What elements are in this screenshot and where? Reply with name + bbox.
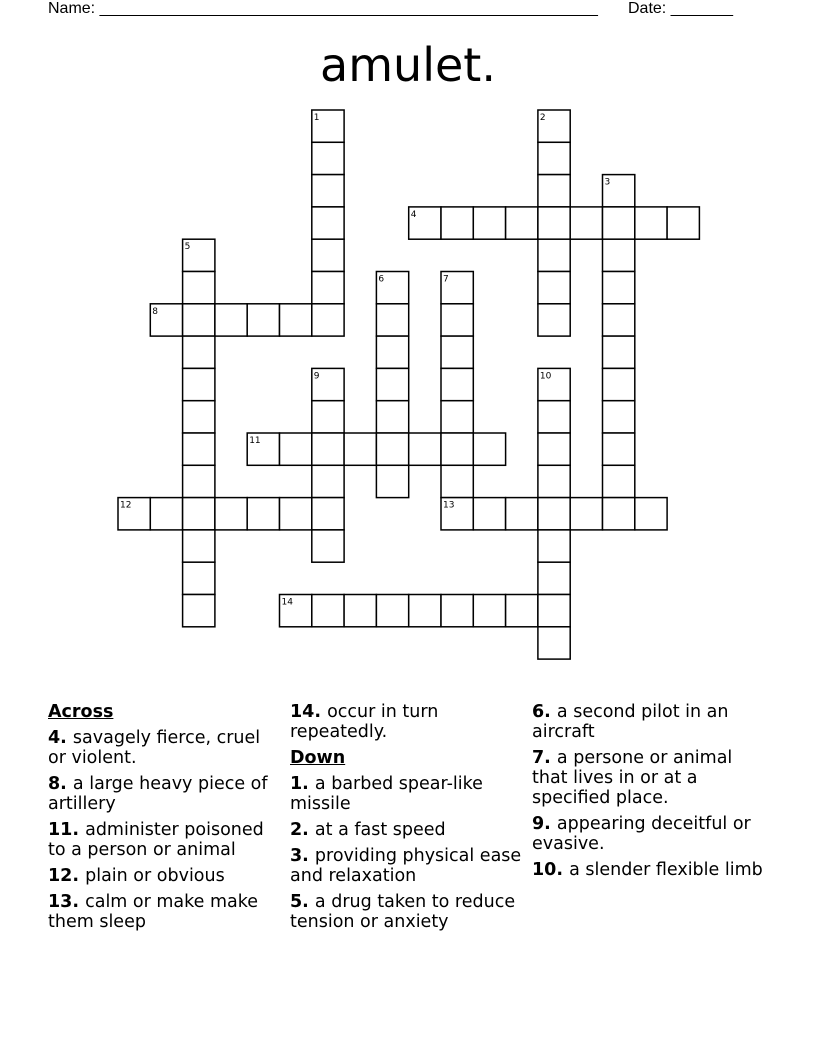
grid-cell[interactable] xyxy=(183,530,215,562)
grid-cell[interactable] xyxy=(247,498,279,530)
clue-item xyxy=(532,814,764,854)
cell-number: 4 xyxy=(410,209,417,220)
clue-text: a drug taken to reduce tension or anxiety xyxy=(290,892,516,932)
grid-cell[interactable] xyxy=(506,207,538,239)
cell-number: 8 xyxy=(152,306,159,317)
grid-cell[interactable] xyxy=(312,433,344,465)
clue-item xyxy=(290,702,522,742)
clue-text: a large heavy piece of artillery xyxy=(48,774,268,814)
grid-cell[interactable] xyxy=(376,595,408,627)
grid-cell[interactable] xyxy=(506,595,538,627)
grid-cell[interactable] xyxy=(538,465,570,497)
grid-cell[interactable] xyxy=(667,207,699,239)
grid-cell[interactable] xyxy=(312,401,344,433)
grid-cell[interactable] xyxy=(603,465,635,497)
clue-item xyxy=(290,846,522,886)
grid-cell[interactable] xyxy=(280,498,312,530)
grid-cell[interactable] xyxy=(441,304,473,336)
grid-cell[interactable] xyxy=(538,239,570,271)
clue-text: a persone or animal that lives in or at a specified place. xyxy=(532,748,733,808)
grid-cell[interactable] xyxy=(441,465,473,497)
clue-text: savagely fierce, cruel or violent. xyxy=(48,728,261,768)
clue-number: 11. xyxy=(48,820,86,840)
grid-cell[interactable] xyxy=(183,498,215,530)
clue-item xyxy=(48,820,280,860)
grid-cell[interactable] xyxy=(183,401,215,433)
cell-number: 3 xyxy=(604,177,611,188)
cell-number: 1 xyxy=(313,113,320,123)
clue-item xyxy=(48,866,280,886)
grid-cell[interactable] xyxy=(603,401,635,433)
cell-number: 11 xyxy=(249,436,261,446)
grid-cell[interactable] xyxy=(441,336,473,368)
clue-number: 8. xyxy=(48,774,73,794)
grid-cell[interactable] xyxy=(183,433,215,465)
grid-cell[interactable] xyxy=(538,304,570,336)
cell-number: 12 xyxy=(120,500,132,511)
grid-cell[interactable] xyxy=(312,272,344,304)
clue-number: 3. xyxy=(290,846,315,866)
grid-cell[interactable] xyxy=(312,595,344,627)
cell-number: 7 xyxy=(443,274,449,285)
clue-text: administer poisoned to a person or animal xyxy=(48,820,264,860)
name-field-label[interactable]: Name: ________________________________________________________ xyxy=(48,0,598,17)
page-title: amulet. xyxy=(320,38,496,92)
grid-cell[interactable] xyxy=(312,530,344,562)
clue-item xyxy=(48,774,280,814)
across-clue-list-continued xyxy=(290,702,522,742)
grid-cell[interactable] xyxy=(538,401,570,433)
clue-item xyxy=(48,892,280,932)
clue-number: 7. xyxy=(532,748,557,768)
grid-cell[interactable] xyxy=(538,498,570,530)
clue-text: a slender flexible limb xyxy=(569,860,763,880)
grid-cell[interactable] xyxy=(376,433,408,465)
grid-cell[interactable] xyxy=(312,465,344,497)
grid-cell[interactable] xyxy=(603,304,635,336)
clue-text: providing physical ease and relaxation xyxy=(290,846,522,886)
grid-cell[interactable] xyxy=(603,207,635,239)
grid-cell[interactable] xyxy=(409,595,441,627)
grid-cell[interactable] xyxy=(538,627,570,659)
clue-column-2 xyxy=(290,702,522,938)
grid-cell[interactable] xyxy=(473,498,505,530)
grid-cell[interactable] xyxy=(441,401,473,433)
clue-item xyxy=(532,748,764,808)
cell-number: 13 xyxy=(443,500,455,511)
clue-number: 12. xyxy=(48,866,86,886)
grid-cell[interactable] xyxy=(183,272,215,304)
clue-number: 2. xyxy=(290,820,315,840)
grid-cell[interactable] xyxy=(441,595,473,627)
clue-column-3 xyxy=(532,702,764,886)
grid-cell[interactable] xyxy=(376,336,408,368)
grid-cell[interactable] xyxy=(538,207,570,239)
cell-number: 6 xyxy=(378,274,385,285)
clue-text: appearing deceitful or evasive. xyxy=(532,814,751,854)
cell-number: 5 xyxy=(184,242,191,253)
clue-number: 6. xyxy=(532,702,557,722)
clue-number: 4. xyxy=(48,728,73,748)
down-clue-list-continued xyxy=(532,702,764,880)
grid-cell[interactable] xyxy=(183,465,215,497)
grid-cell[interactable] xyxy=(635,207,667,239)
clue-text: a barbed spear-like missile xyxy=(290,774,483,814)
grid-cell[interactable] xyxy=(312,304,344,336)
grid-cell[interactable] xyxy=(312,239,344,271)
grid-cell[interactable] xyxy=(183,368,215,400)
grid-cell[interactable] xyxy=(538,142,570,174)
clue-number: 5. xyxy=(290,892,315,912)
grid-cell[interactable] xyxy=(538,272,570,304)
clue-item xyxy=(48,728,280,768)
clue-text: calm or make make them sleep xyxy=(48,892,259,932)
grid-cell[interactable] xyxy=(506,498,538,530)
grid-cell[interactable] xyxy=(409,433,441,465)
down-heading: Down xyxy=(290,748,346,768)
grid-cell[interactable] xyxy=(376,465,408,497)
grid-cell[interactable] xyxy=(344,433,376,465)
grid-cell[interactable] xyxy=(635,498,667,530)
clue-number: 13. xyxy=(48,892,86,912)
clue-number: 9. xyxy=(532,814,557,834)
grid-cell[interactable] xyxy=(312,142,344,174)
across-clue-list xyxy=(48,728,280,932)
clue-number: 10. xyxy=(532,860,570,880)
clue-item xyxy=(290,820,522,840)
grid-cell[interactable] xyxy=(538,433,570,465)
grid-cell[interactable] xyxy=(312,207,344,239)
grid-cell[interactable] xyxy=(538,595,570,627)
grid-cell[interactable] xyxy=(603,368,635,400)
grid-cell[interactable] xyxy=(247,304,279,336)
grid-cell[interactable] xyxy=(183,304,215,336)
grid-cell[interactable] xyxy=(603,433,635,465)
grid-cell[interactable] xyxy=(344,595,376,627)
grid-cell[interactable] xyxy=(473,595,505,627)
grid-cell[interactable] xyxy=(376,401,408,433)
grid-cell[interactable] xyxy=(376,368,408,400)
date-field-label[interactable]: Date: _______ xyxy=(628,0,733,17)
grid-cell[interactable] xyxy=(441,207,473,239)
clue-text: plain or obvious xyxy=(85,866,225,886)
grid-cell[interactable] xyxy=(538,562,570,594)
grid-cell[interactable] xyxy=(603,498,635,530)
grid-cell[interactable] xyxy=(312,175,344,207)
cell-number: 9 xyxy=(313,371,320,382)
grid-cell[interactable] xyxy=(183,336,215,368)
grid-cell[interactable] xyxy=(150,498,182,530)
grid-cell[interactable] xyxy=(473,433,505,465)
cell-number: 2 xyxy=(539,113,546,123)
clue-number: 14. xyxy=(290,702,328,722)
clue-item xyxy=(290,774,522,814)
grid-cell[interactable] xyxy=(183,595,215,627)
grid-cell[interactable] xyxy=(215,498,247,530)
cell-number: 14 xyxy=(281,597,293,608)
clue-item xyxy=(290,892,522,932)
clue-text: a second pilot in an aircraft xyxy=(532,702,729,742)
grid-cell[interactable] xyxy=(280,304,312,336)
cell-number: 10 xyxy=(539,371,552,382)
grid-cell[interactable] xyxy=(570,207,602,239)
clue-item xyxy=(532,860,764,880)
grid-cell[interactable] xyxy=(603,272,635,304)
clue-item xyxy=(532,702,764,742)
grid-cell[interactable] xyxy=(473,207,505,239)
clue-text: occur in turn repeatedly. xyxy=(290,702,439,742)
grid-cell[interactable] xyxy=(603,239,635,271)
clue-column-1 xyxy=(48,702,280,938)
grid-cell[interactable] xyxy=(215,304,247,336)
grid-cell[interactable] xyxy=(376,304,408,336)
grid-cell[interactable] xyxy=(538,175,570,207)
grid-cell[interactable] xyxy=(280,433,312,465)
grid-cell[interactable] xyxy=(441,433,473,465)
across-heading: Across xyxy=(48,702,114,722)
clue-number: 1. xyxy=(290,774,315,794)
grid-cell[interactable] xyxy=(312,498,344,530)
grid-cell[interactable] xyxy=(603,336,635,368)
grid-cell[interactable] xyxy=(570,498,602,530)
clue-text: at a fast speed xyxy=(314,820,446,840)
down-clue-list xyxy=(290,774,522,932)
grid-cell[interactable] xyxy=(538,530,570,562)
grid-cell[interactable] xyxy=(441,368,473,400)
grid-cell[interactable] xyxy=(183,562,215,594)
